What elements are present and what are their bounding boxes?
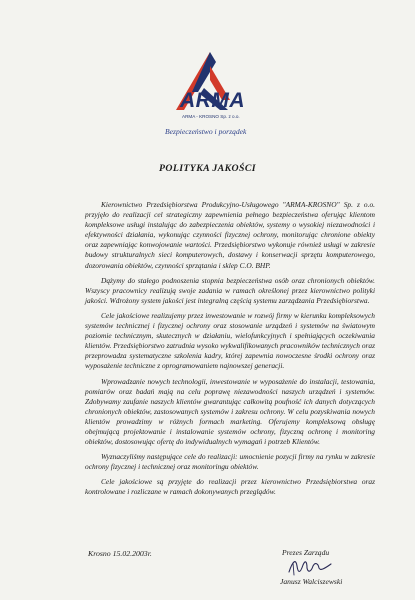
signatory-name: Janusz Walciszewski — [280, 577, 343, 586]
logo-wordmark: ARMA — [180, 89, 245, 112]
logo-subtitle: ARMA - KROSNO Sp. z o.o. — [182, 114, 240, 119]
policy-paragraph: Dążymy do stałego podnoszenia stopnia bezpieczeństwa osób oraz chronionych obiektów. Wszyscy pracownicy realizują swoje zadania w ramach określonej przez kierownictwo polityki jakości. Wdrożony system jakości jest integralną częścią systemu zarządzania Przedsiębiorstwa. — [85, 275, 375, 305]
signatory-title: Prezes Zarządu — [282, 548, 330, 557]
policy-paragraph: Cele jakościowe realizujemy przez inwestowanie w rozwój firmy w kierunku kompleksowych systemów technicznej i fizycznej ochrony oraz stosowanie urządzeń i systemów na światowym poziomie technicznym, skutecznych w działaniu, wielofunkcyjnych i spełniających oczekiwania klientów. Przedsiębiorstwo zatrudnia wysoko wykwalifikowanych pracowników technicznych oraz przeprowadza systematyczne szkolenia kadry, której zapewnia nowoczesne środki ochrony oraz wyposażenie techniczne z oprogramowaniem najnowszej generacji. — [85, 310, 375, 371]
place-and-date: Krosno 15.02.2003r. — [88, 549, 152, 558]
policy-paragraph: Wyznaczyliśmy następujące cele do realizacji: umocnienie pozycji firmy na rynku w zakresie ochrony fizycznej i technicznej oraz monitoringu obiektów. — [85, 452, 375, 472]
document-title: POLITYKA JAKOŚCI — [158, 163, 257, 174]
handwritten-signature-icon — [285, 556, 335, 578]
policy-body — [85, 200, 375, 503]
company-tagline: Bezpieczeństwo i porządek — [165, 127, 247, 136]
policy-paragraph: Kierownictwo Przedsiębiorstwa Produkcyjno-Usługowego "ARMA-KROSNO" Sp. z o.o. przyjęło do realizacji cel strategiczny zapewnienia pełnego bezpieczeństwa oferując klientom kompleksowe usługi instalując do zabezpieczenia obiektów, systemy o wysokiej niezawodności i efektywności działania, wykonując czynności fizycznej ochrony, monitorując chronione obiekty oraz zapewniając konwojowanie wartości. Przedsiębiorstwo wykonuje również usługi w zakresie budowy strukturalnych sieci komputerowych, dostawy i konserwacji sprzętu komputerowego, dozorowania obiektów, czynności sprzątania i sklep C.O. BHP. — [85, 200, 375, 270]
policy-paragraph: Wprowadzanie nowych technologii, inwestowanie w wyposażenie do instalacji, testowania, pomiarów oraz badań mają na celu poprawę niezawodności naszych urządzeń i systemów. Zdobywamy zaufanie naszych klientów gwarantując całkowitą poufność ich danych dotyczących chronionych obiektów, zastosowanych systemów i zakresu ochrony. W celu pozyskiwania nowych klientów prowadzimy w różnych formach marketing. Oferujemy kompleksową obsługę obejmującą projektowanie i instalowanie systemów ochrony, fizyczną ochronę i monitoring obiektów, dostosowując ofertę do indywidualnych wymagań i potrzeb Klientów. — [85, 376, 375, 447]
policy-paragraph: Cele jakościowe są przyjęte do realizacji przez kierownictwo Przedsiębiorstwa oraz kontrolowane i rozliczane w ramach dokonywanych przeglądów. — [85, 477, 375, 497]
